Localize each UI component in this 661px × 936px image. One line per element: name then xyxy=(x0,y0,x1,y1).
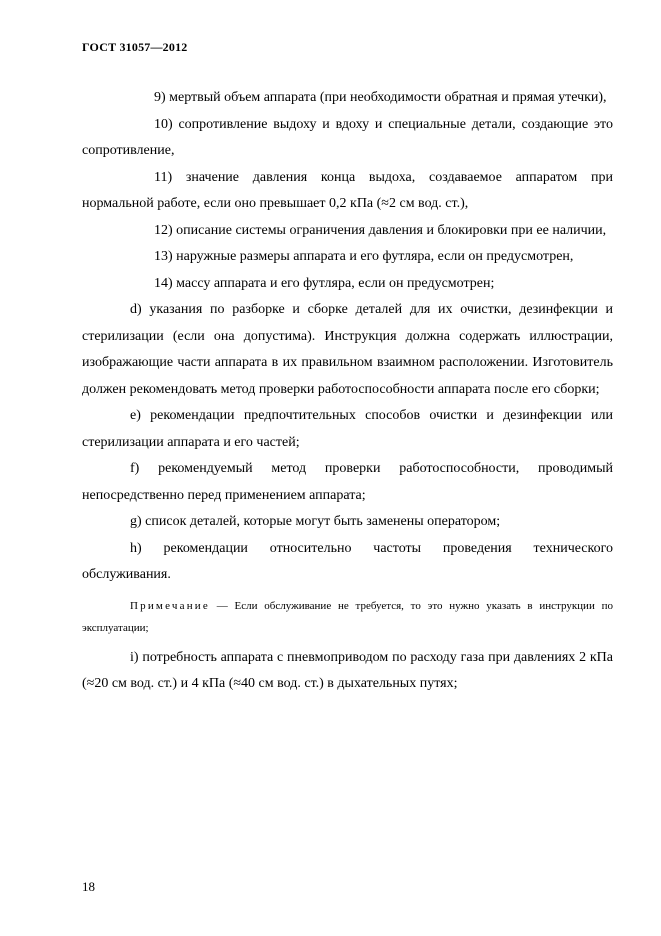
note xyxy=(82,595,613,639)
list-item-14: 14) массу аппарата и его футляра, если он предусмотрен; xyxy=(154,275,495,291)
list-item-f: f) рекомендуемый метод проверки работоспособности, проводимый непосредственно перед применением аппарата; xyxy=(82,461,613,503)
list-item-e: e) рекомендации предпочтительных способов очистки и дезинфекции или стерилизации аппарата и его частей; xyxy=(82,408,613,450)
note-label: Примечание xyxy=(130,599,210,612)
list-item-12: 12) описание системы ограничения давления и блокировки при ее наличии, xyxy=(154,222,607,238)
body-text xyxy=(82,85,613,698)
list-item-10: 10) сопротивление выдоху и вдоху и специальные детали, создающие это сопротивление, xyxy=(82,116,613,158)
list-item-d: d) указания по разборке и сборке деталей для их очистки, дезинфекции и стерилизации (если она допустима). Инструкция должна содержать иллюстрации, изображающие части аппарата в их правильном взаимном расположении. Изготовитель должен рекомендовать метод проверки работоспособности аппарата после его сборки; xyxy=(82,302,613,397)
list-item-h: h) рекомендации относительно частоты проведения технического обслуживания. xyxy=(82,540,613,582)
list-item-11: 11) значение давления конца выдоха, создаваемое аппаратом при нормальной работе, если оно превышает 0,2 кПа (≈2 см вод. ст.), xyxy=(82,169,613,211)
list-item-i: i) потребность аппарата с пневмоприводом по расходу газа при давлениях 2 кПа (≈20 см вод. ст.) и 4 кПа (≈40 см вод. ст.) в дыхательных путях; xyxy=(82,649,613,691)
list-item-g: g) список деталей, которые могут быть заменены оператором; xyxy=(130,514,501,529)
list-item-13: 13) наружные размеры аппарата и его футляра, если он предусмотрен, xyxy=(154,249,574,264)
list-item-9: 9) мертвый объем аппарата (при необходимости обратная и прямая утечки), xyxy=(154,90,607,105)
page-number: 18 xyxy=(82,879,95,894)
note-text: — Если обслуживание не требуется, то это нужно указать в инструкции по эксплуатации; xyxy=(82,599,613,634)
document-code-header: ГОСТ 31057—2012 xyxy=(82,40,188,54)
